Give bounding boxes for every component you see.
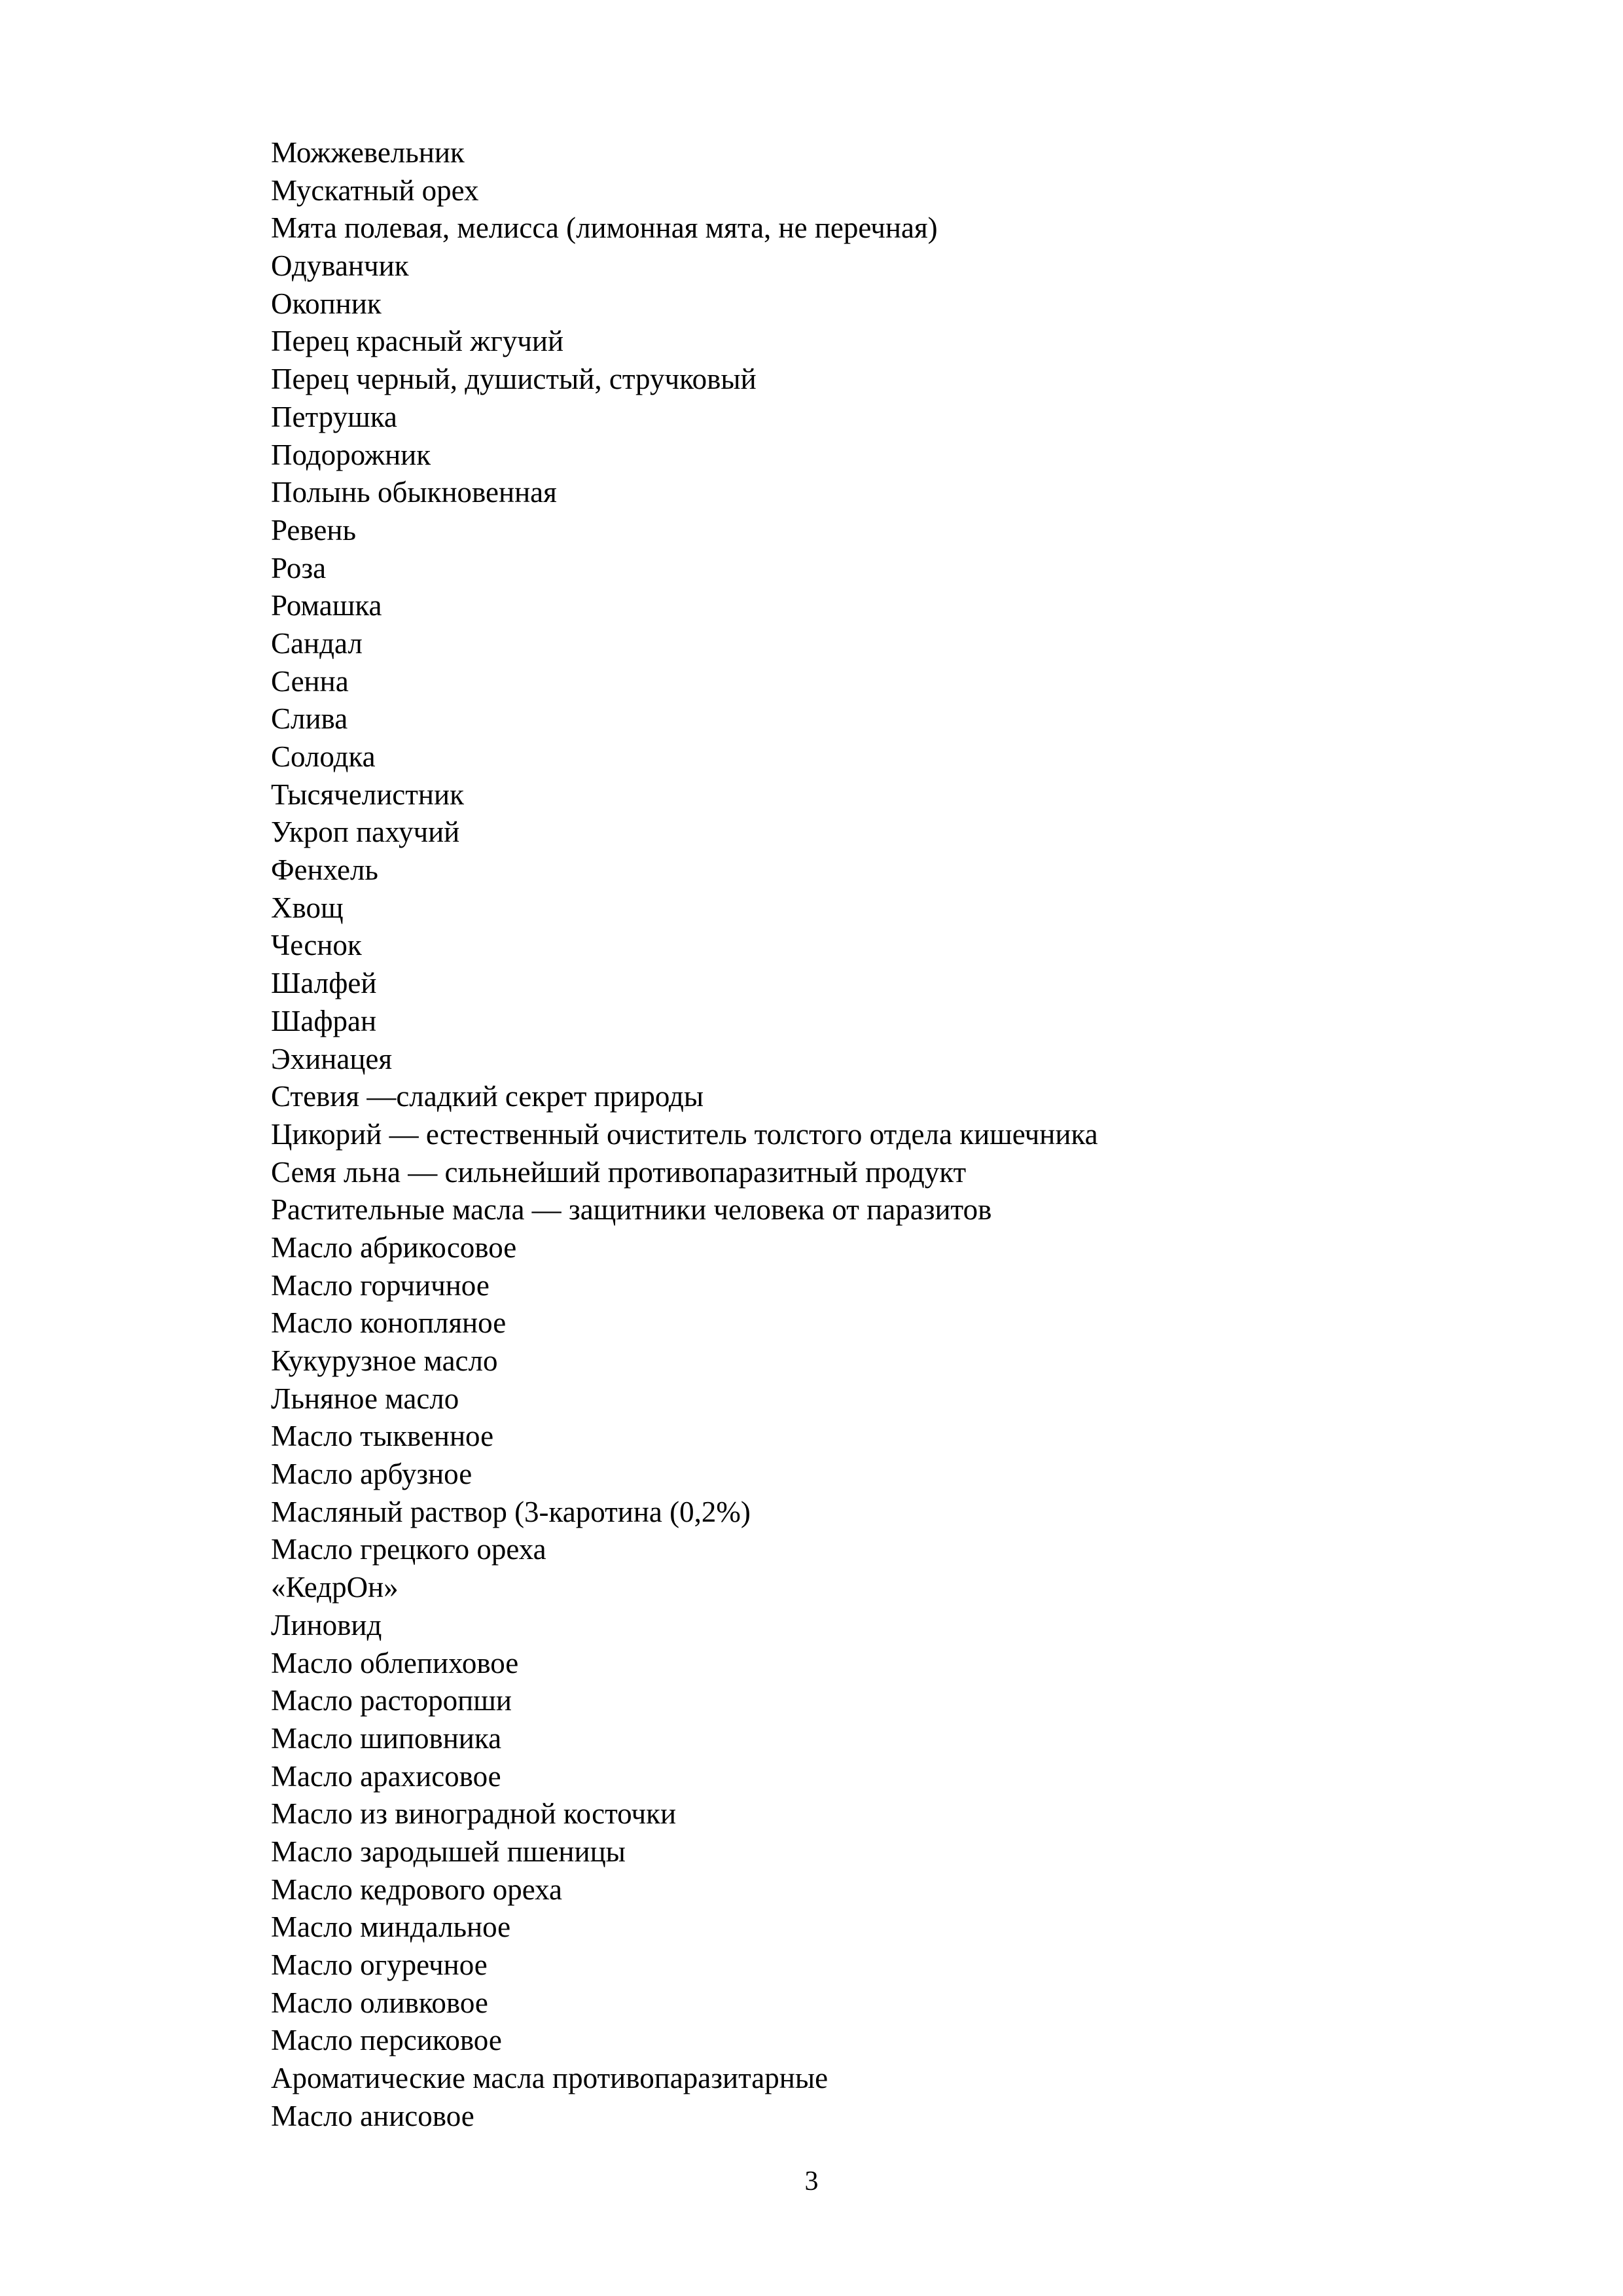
list-item: Шалфей: [271, 967, 377, 1000]
list-item: Слива: [271, 702, 348, 736]
list-item: Сенна: [271, 664, 349, 698]
list-item: Линовид: [271, 1608, 382, 1641]
list-item: Масло кедрового ореха: [271, 1873, 562, 1906]
list-item: Подорожник: [271, 438, 431, 471]
list-item: Масло грецкого ореха: [271, 1533, 546, 1566]
list-item: Ароматические масла противопаразитарные: [271, 2062, 829, 2095]
list-item: Тысячелистник: [271, 778, 464, 811]
list-item: Мускатный орех: [271, 173, 479, 207]
list-item: Петрушка: [271, 400, 397, 433]
list-item: Полынь обыкновенная: [271, 476, 557, 509]
list-item: Шафран: [271, 1004, 377, 1037]
list-item: Масло тыквенное: [271, 1420, 494, 1453]
list-item: Цикорий — естественный очиститель толстого отдела кишечника: [271, 1117, 1098, 1151]
contents-list: [271, 134, 1098, 2135]
list-item: Ревень: [271, 513, 356, 547]
list-item: Масло персиковое: [271, 2024, 502, 2057]
list-item: Масло конопляное: [271, 1306, 507, 1340]
list-item: Растительные масла — защитники человека от паразитов: [271, 1193, 992, 1227]
list-item: Окопник: [271, 287, 382, 320]
list-item: Чеснок: [271, 929, 362, 962]
list-item: Масло зародышей пшеницы: [271, 1835, 626, 1868]
list-item: Хвощ: [271, 891, 344, 924]
list-item: Перец красный жгучий: [271, 325, 564, 358]
list-item: Масло шиповника: [271, 1721, 502, 1755]
list-item: Масло арбузное: [271, 1458, 473, 1491]
list-item: Стевия —сладкий секрет природы: [271, 1080, 704, 1113]
page-number: 3: [804, 2166, 819, 2197]
list-item: Кукурузное масло: [271, 1344, 498, 1377]
list-item: Ромашка: [271, 589, 382, 622]
list-item: Масло облепиховое: [271, 1646, 519, 1679]
list-item: Сандал: [271, 626, 363, 660]
list-item: Масло горчичное: [271, 1268, 490, 1302]
list-item: Льняное масло: [271, 1382, 459, 1415]
list-item: Одуванчик: [271, 249, 409, 283]
list-item: Масло миндальное: [271, 1910, 511, 1944]
list-item: Масло оливковое: [271, 1986, 488, 2019]
list-item: Мята полевая, мелисса (лимонная мята, не перечная): [271, 211, 938, 245]
list-item: Солодка: [271, 740, 376, 773]
list-item: Эхинацея: [271, 1042, 393, 1075]
list-item: Масло из виноградной косточки: [271, 1797, 677, 1831]
list-item: Роза: [271, 551, 327, 584]
list-item: Масляный раствор (3-каротина (0,2%): [271, 1495, 751, 1528]
list-item: Масло арахисовое: [271, 1759, 501, 1793]
list-item: Масло анисовое: [271, 2099, 474, 2132]
list-item: «КедрОн»: [271, 1571, 399, 1604]
list-item: Можжевельник: [271, 136, 465, 169]
list-item: Масло огуречное: [271, 1948, 488, 1981]
list-item: Фенхель: [271, 853, 378, 887]
list-item: Масло абрикосовое: [271, 1230, 517, 1264]
list-item: Масло расторопши: [271, 1684, 512, 1717]
list-item: Семя льна — сильнейший противопаразитный продукт: [271, 1155, 967, 1189]
list-item: Укроп пахучий: [271, 816, 460, 849]
list-item: Перец черный, душистый, стручковый: [271, 363, 757, 396]
